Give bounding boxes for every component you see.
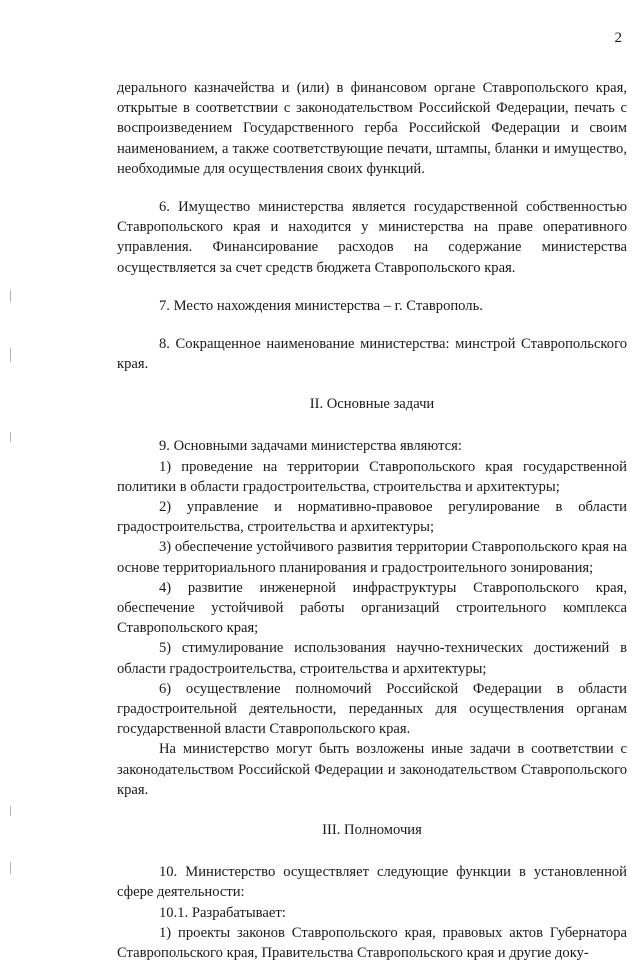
paragraph: 5) стимулирование использования научно-технических достижений в области градостроительства, строительства и архитектуры; [117, 640, 627, 677]
paragraph: дерального казначейства и (или) в финансовом органе Ставропольского края, открытые в соответствии с законодательством Российской Федерации, печать с воспроизведением Государственного герба Российской Федерации и своим наименованием, а также соответствующие печати, штампы, бланки и имущество, необходимые для осуществления своих функций. [117, 80, 627, 177]
margin-mark [10, 862, 11, 874]
paragraph: 9. Основными задачами министерства являются: [159, 438, 462, 455]
paragraph: 10.1. Разрабатывает: [159, 904, 286, 921]
page-number: 2 [614, 30, 622, 46]
margin-mark [10, 806, 11, 816]
margin-mark [10, 290, 11, 302]
paragraph: 7. Место нахождения министерства – г. Ставрополь. [159, 297, 483, 314]
paragraph: 1) проекты законов Ставропольского края, правовых актов Губернатора Ставропольского края, Правительства Ставропольского края и другие доку- [117, 924, 627, 961]
paragraph: 6) осуществление полномочий Российской Федерации в области градостроительной деятельности, переданных для осуществления органам государственной власти Ставропольского края. [117, 680, 627, 738]
margin-mark [10, 432, 11, 442]
paragraph: 4) развитие инженерной инфраструктуры Ставропольского края, обеспечение устойчивой работы организаций строительного комплекса Ставропольского края; [117, 579, 627, 637]
document-body [117, 78, 627, 963]
margin-mark [10, 348, 11, 362]
paragraph: 8. Сокращенное наименование министерства: минстрой Ставропольского края. [117, 336, 627, 373]
paragraph: 6. Имущество министерства является государственной собственностью Ставропольского края и находится у министерства на праве оперативного управления. Финансирование расходов на содержание министерства осуществляется за счет средств бюджета Ставропольского края. [117, 199, 627, 276]
section-heading: III. Полномочия [322, 822, 422, 839]
section-heading: II. Основные задачи [309, 396, 435, 413]
paragraph: На министерство могут быть возложены иные задачи в соответствии с законодательством Российской Федерации и законодательством Ставропольского края. [117, 741, 627, 798]
paragraph: 10. Министерство осуществляет следующие функции в установленной сфере деятельности: [117, 864, 627, 901]
paragraph: 3) обеспечение устойчивого развития территории Ставропольского края на основе территориального планирования и градостроительного зонирования; [117, 539, 627, 576]
paragraph: 2) управление и нормативно-правовое регулирование в области градостроительства, строительства и архитектуры; [117, 499, 627, 536]
paragraph: 1) проведение на территории Ставропольского края государственной политики в области градостроительства, строительства и архитектуры; [117, 458, 627, 495]
